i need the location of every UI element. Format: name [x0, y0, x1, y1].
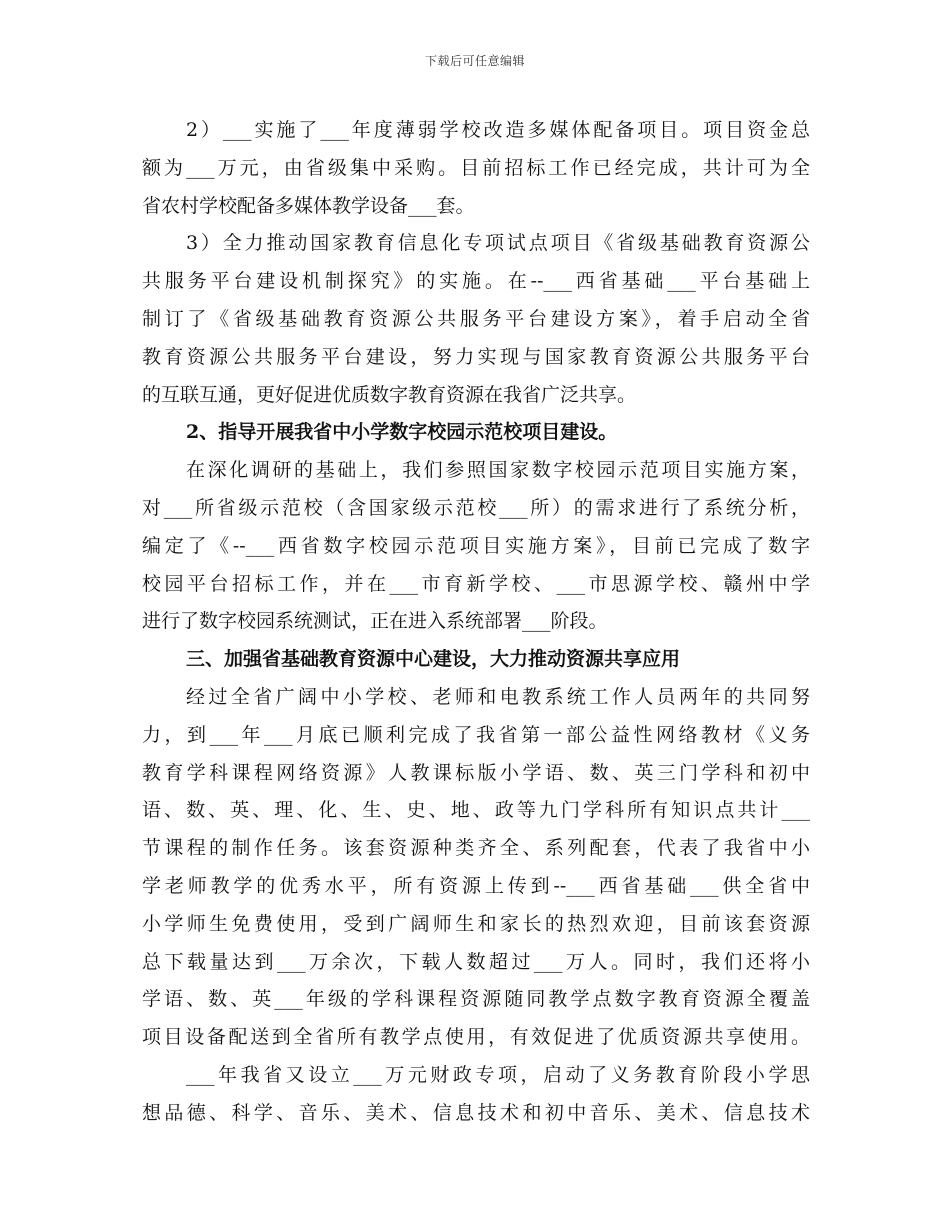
text-line: 的互联互通，更好促进优质数字教育资源在我省广泛共享。 — [142, 383, 637, 406]
text-line: 总下载量达到___万余次，下载人数超过___万人。同时，我们还将小 — [142, 950, 810, 973]
document-body — [142, 112, 810, 1133]
text-line: 项目设备配送到全省所有教学点使用，有效促进了优质资源共享使用。 — [142, 1026, 810, 1049]
text-line: 教育资源公共服务平台建设，努力实现与国家教育资源公共服务平台 — [142, 345, 810, 368]
text-line: 教育学科课程网络资源》人教课标版小学语、数、英三门学科和初中 — [142, 761, 810, 784]
section-heading: 2、指导开展我省中小学数字校园示范校项目建设。 — [186, 421, 618, 444]
text-line: 经过全省广阔中小学校、老师和电教系统工作人员两年的共同努 — [186, 685, 810, 708]
text-line: 3）全力推动国家教育信息化专项试点项目《省级基础教育资源公 — [186, 232, 810, 255]
text-line: ___年我省又设立___万元财政专项，启动了义务教育阶段小学思 — [186, 1063, 810, 1086]
text-line: 学语、数、英___年级的学科课程资源随同教学点数字教育资源全覆盖 — [142, 988, 810, 1011]
text-line: 语、数、英、理、化、生、史、地、政等九门学科所有知识点共计___ — [142, 799, 810, 822]
text-line: 对___所省级示范校（含国家级示范校___所）的需求进行了系统分析， — [142, 496, 810, 519]
text-line: 节课程的制作任务。该套资源种类齐全、系列配套，代表了我省中小 — [142, 837, 810, 860]
text-line: 想品德、科学、音乐、美术、信息技术和初中音乐、美术、信息技术 — [142, 1101, 810, 1124]
text-line: 制订了《省级基础教育资源公共服务平台建设方案》，着手启动全省 — [142, 307, 810, 330]
text-line: 编定了《--___西省数字校园示范项目实施方案》，目前已完成了数字 — [142, 534, 810, 557]
text-line: 省农村学校配备多媒体教学设备___套。 — [142, 194, 475, 217]
text-line: 学老师教学的优秀水平，所有资源上传到--___西省基础___供全省中 — [142, 874, 810, 897]
text-line: 校园平台招标工作，并在___市育新学校、___市思源学校、赣州中学 — [142, 572, 810, 595]
page-header-note: 下载后可任意编辑 — [424, 54, 525, 68]
text-line: 力，到___年___月底已顺利完成了我省第一部公益性网络教材《义务 — [142, 723, 810, 746]
text-line: 共服务平台建设机制探究》的实施。在--___西省基础___平台基础上 — [142, 270, 810, 293]
text-line: 进行了数字校园系统测试，正在进入系统部署___阶段。 — [142, 610, 608, 633]
text-line: 在深化调研的基础上，我们参照国家数字校园示范项目实施方案， — [186, 459, 810, 482]
text-line: 额为___万元，由省级集中采购。目前招标工作已经完成，共计可为全 — [142, 156, 810, 179]
text-line: 小学师生免费使用，受到广阔师生和家长的热烈欢迎，目前该套资源 — [142, 912, 810, 935]
section-heading: 三、加强省基础教育资源中心建设，大力推动资源共享应用 — [186, 648, 681, 671]
text-line: 2）___实施了___年度薄弱学校改造多媒体配备项目。项目资金总 — [186, 119, 810, 141]
